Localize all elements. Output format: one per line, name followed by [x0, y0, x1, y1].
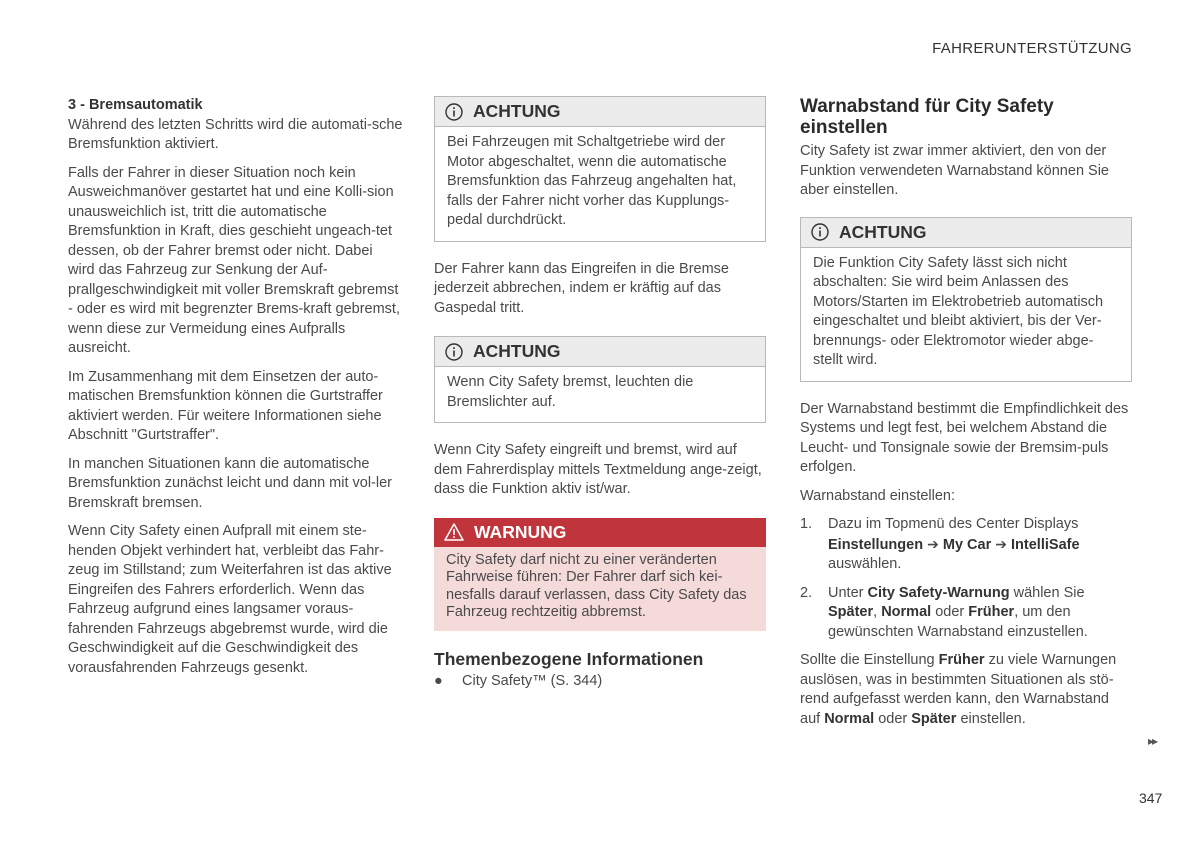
step-number: 2. [800, 584, 813, 601]
caution-body: Bei Fahrzeugen mit Schaltgetriebe wird der Motor abgeschaltet, wenn die automatische Bremsfunktion das Fahrzeug angehalten hat, falls der Fahrer nicht vorher das Kupplungs-pedal durchdrückt. [447, 134, 737, 228]
subheading-bremsautomatik: 3 - Bremsautomatik [68, 97, 203, 113]
caution-header [435, 97, 765, 127]
caution-header [435, 337, 765, 367]
double-chevron-icon[interactable]: ▸▸ [1148, 734, 1157, 748]
warning-triangle-icon [444, 523, 464, 541]
bullet-icon: ● [434, 672, 443, 689]
info-circle-icon [445, 103, 463, 121]
column-right [800, 96, 1132, 738]
caution-body: Wenn City Safety bremst, leuchten die Bremslichter auf. [447, 374, 694, 410]
step-text: Unter City Safety-Warnung wählen Sie Später, Normal oder Früher, um den gewünschten Warnabstand einzustellen. [828, 584, 1088, 640]
menu-my-car: My Car [942, 536, 992, 553]
step-number: 1. [800, 516, 813, 532]
section-heading: Warnabstand für City Safety einstellen [800, 96, 1054, 138]
column-middle [434, 96, 766, 691]
paragraph: Falls der Fahrer in dieser Situation noch kein Ausweichmanöver gestartet hat und eine Kolli-sion unausweichlich ist, tritt die automatische Bremsfunktion in Kraft, dies geschieht ungeach-tet dessen, ob der Fahrer bremst oder nicht. Dabei wird das Fahrzeug zur Senkung der Auf-prallgeschwindigkeit mit voller Bremskraft gebremst - oder es wird mit begrenzter Brems-kraft gebremst, wenn diese zur Vermeidung eines Aufpralls ausreicht. [68, 164, 400, 356]
related-info-heading: Themenbezogene Informationen [434, 648, 704, 669]
caution-header [801, 218, 1131, 248]
paragraph: Warnabstand einstellen: [800, 487, 956, 504]
warning-body: City Safety darf nicht zu einer veränderten Fahrweise führen: Der Fahrer darf sich kei-nesfalls darauf verlassen, dass City Safety das Fahrzeug rechtzeitig abbremst. [434, 547, 766, 631]
paragraph: Im Zusammenhang mit dem Einsetzen der auto-matischen Bremsfunktion können die Gurtstraffer aktiviert werden. Für weitere Informationen siehe Abschnitt "Gurtstraffer". [68, 368, 383, 443]
menu-einstellungen: Einstellungen [828, 536, 924, 553]
warning-box [434, 518, 766, 631]
related-link[interactable]: City Safety™ (S. 344) [462, 672, 603, 689]
paragraph: Wenn City Safety einen Aufprall mit einem ste-henden Objekt verhindert hat, verbleibt das Fahr-zeug im Stillstand; zum Weiterfahren ist das aktive Eingreifen des Fahrers erforderlich. Wenn das Fahrzeug aufgrund eines langsamer voraus-fahrenden Fahrzeugs abgebremst wurde, wird die Geschwindigkeit auf die Geschwindigkeit des vorausfahrenden Fahrzeugs gesenkt. [68, 523, 392, 676]
caution-title: ACHTUNG [839, 221, 927, 242]
arrow-right-icon: ➔ [995, 535, 1007, 552]
column-left [68, 96, 403, 687]
caution-box [434, 96, 766, 242]
section-header: FAHRERUNTERSTÜTZUNG [932, 40, 1132, 57]
caution-title: ACHTUNG [473, 341, 561, 361]
arrow-right-icon: ➔ [927, 535, 939, 552]
paragraph: Der Warnabstand bestimmt die Empfindlichkeit des Systems und legt fest, bei welchem Abstand die Leucht- und Tonsignale sowie der Bremsim-puls erfolgen. [800, 400, 1129, 475]
list-item[interactable] [434, 672, 766, 691]
page-number: 347 [1139, 790, 1163, 806]
paragraph: Sollte die Einstellung Früher zu viele Warnungen auslösen, was in bestimmten Situationen als stö-rend aufgefasst werden kann, den Warnabstand auf Normal oder Später einstellen. [800, 652, 1117, 727]
warning-title: WARNUNG [474, 521, 567, 542]
caution-title: ACHTUNG [473, 101, 561, 121]
paragraph: Der Fahrer kann das Eingreifen in die Bremse jederzeit abbrechen, indem er kräftig auf das Gaspedal tritt. [434, 260, 729, 316]
steps-list [800, 515, 1132, 642]
menu-intellisafe: IntelliSafe [1011, 536, 1080, 553]
caution-box [434, 336, 766, 423]
list-item [800, 584, 1132, 643]
paragraph: Wenn City Safety eingreift und bremst, wird auf dem Fahrerdisplay mittels Textmeldung ange-zeigt, dass die Funktion aktiv ist/war. [434, 442, 762, 497]
paragraph: Während des letzten Schritts wird die automati-sche Bremsfunktion aktiviert. [68, 116, 403, 152]
warning-header [434, 518, 766, 547]
info-circle-icon [445, 343, 463, 361]
info-circle-icon [811, 223, 829, 241]
caution-body: Die Funktion City Safety lässt sich nicht abschalten: Sie wird beim Anlassen des Motors/Starten im Elektrobetrieb automatisch eingeschaltet und bleibt aktiviert, bis der Ver-brennungs- oder Elektromotor wieder abge-stellt wird. [813, 254, 1104, 368]
paragraph: In manchen Situationen kann die automatische Bremsfunktion zunächst leicht und dann mit vol-ler Bremskraft bremsen. [68, 455, 392, 511]
step-text: Dazu im Topmenü des Center Displays Einstellungen ➔ My Car ➔ IntelliSafe auswählen. [828, 516, 1080, 572]
paragraph: City Safety ist zwar immer aktiviert, den von der Funktion verwendeten Warnabstand können Sie aber einstellen. [800, 143, 1109, 198]
list-item [800, 515, 1132, 575]
caution-box [800, 217, 1132, 382]
